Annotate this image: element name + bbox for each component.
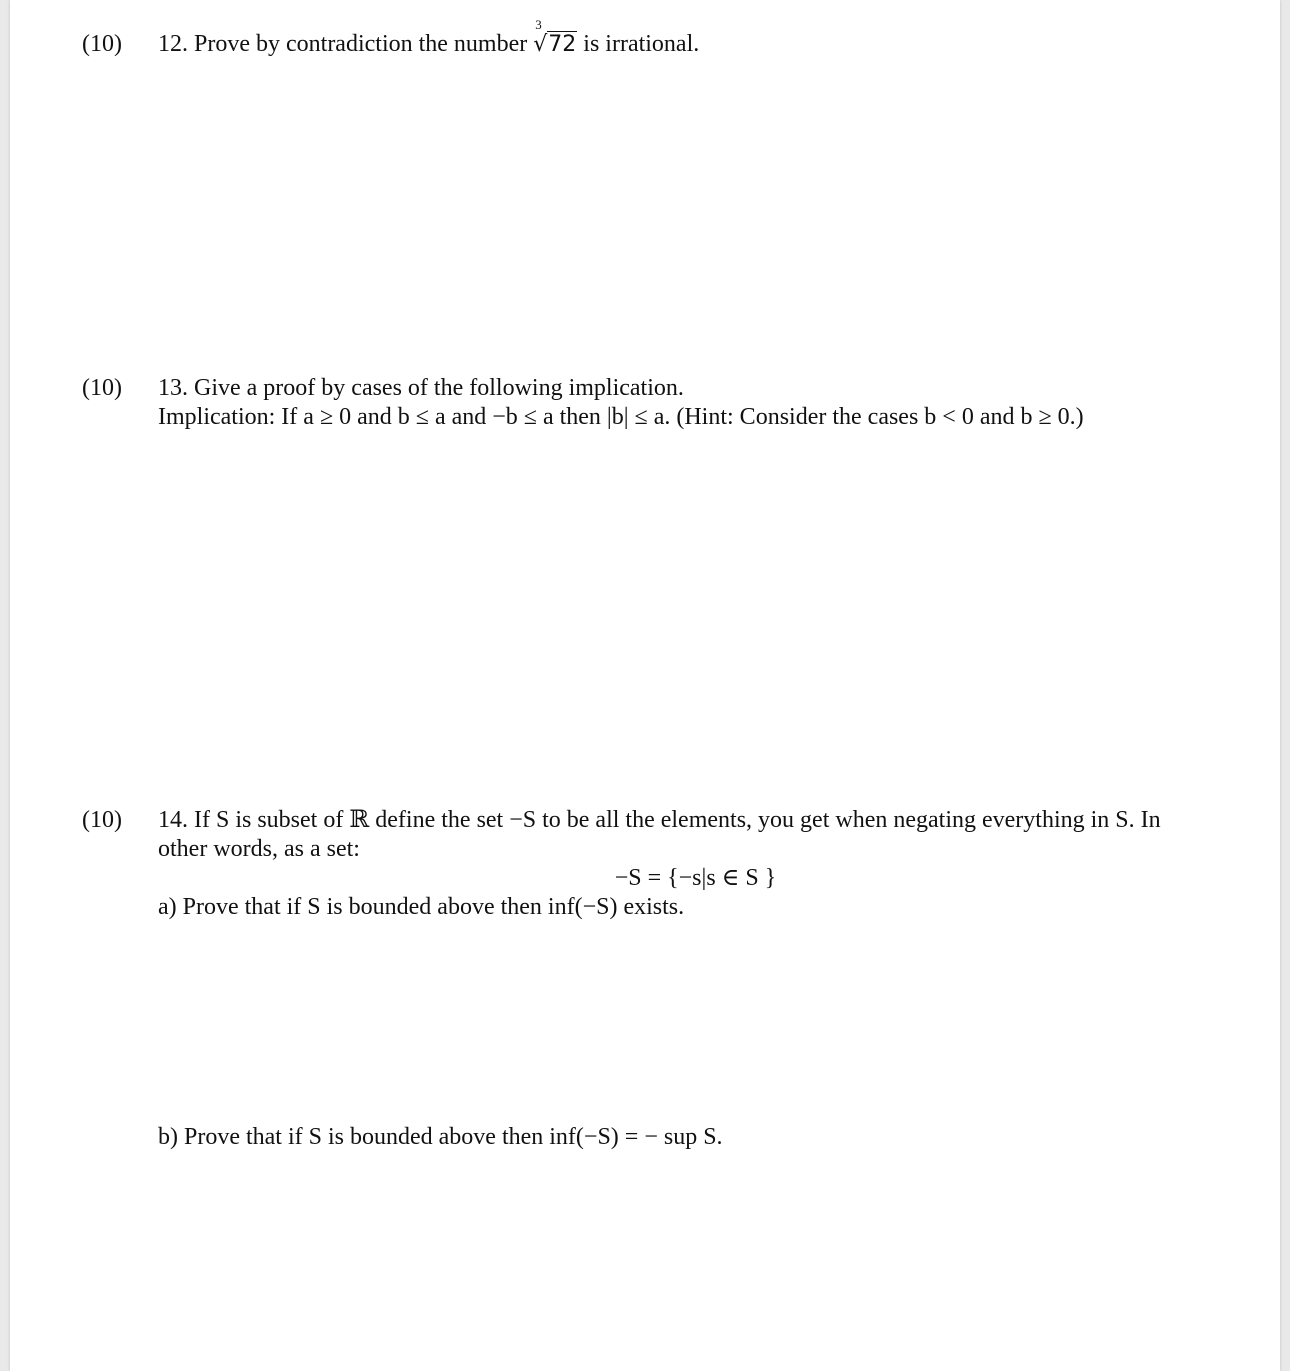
radicand: 72 xyxy=(548,32,577,57)
problem-14-part-a: a) Prove that if S is bounded above then inf(−S) exists. xyxy=(158,894,685,920)
points-label-13: (10) xyxy=(82,375,122,401)
problem-13-implication: Implication: If a ≥ 0 and b ≤ a and −b ≤ a then |b| ≤ a. (Hint: Consider the cases b < 0 and b ≥ 0.) xyxy=(158,404,1084,430)
problem-14-b xyxy=(158,1123,1233,1152)
radical-sign-icon: √ xyxy=(533,32,548,57)
problem-14-line-2: other words, as a set: xyxy=(158,836,360,862)
problem-12-text-post: is irrational. xyxy=(577,31,700,57)
points-label-14: (10) xyxy=(82,807,122,833)
problem-12-statement xyxy=(158,17,1233,59)
set-definition: −S = {−s|s ∈ S } xyxy=(614,865,777,891)
cube-root-expression xyxy=(533,17,577,59)
exam-page xyxy=(10,0,1280,1371)
problem-14 xyxy=(158,806,1233,922)
problem-13-title: 13. Give a proof by cases of the following implication. xyxy=(158,375,684,401)
problem-12 xyxy=(158,17,1233,59)
root-index: 3 xyxy=(535,17,542,32)
points-label-12: (10) xyxy=(82,31,122,57)
problem-14-part-b: b) Prove that if S is bounded above then inf(−S) = − sup S. xyxy=(158,1124,723,1150)
problem-13 xyxy=(158,374,1233,432)
problem-12-text-pre: 12. Prove by contradiction the number xyxy=(158,31,534,57)
problem-14-line-1: 14. If S is subset of ℝ define the set −S to be all the elements, you get when negating everything in S. In xyxy=(158,807,1161,833)
